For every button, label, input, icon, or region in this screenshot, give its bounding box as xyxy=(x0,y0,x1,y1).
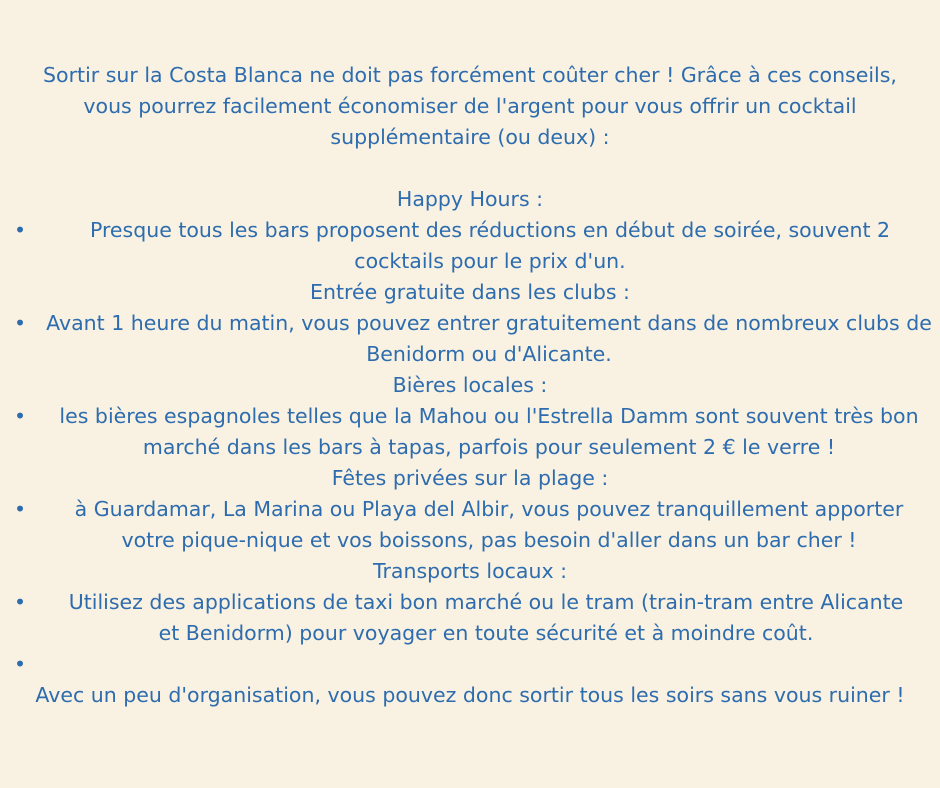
list-item-text: Presque tous les bars proposent des réductions en début de soirée, souvent 2 cocktails pour le prix d'un. xyxy=(89,218,891,273)
bullet-icon: • xyxy=(14,311,27,335)
bullet-icon: • xyxy=(14,497,27,521)
section-heading-free-entry: Entrée gratuite dans les clubs : xyxy=(310,280,630,304)
spacer xyxy=(0,153,940,184)
intro-paragraph: Sortir sur la Costa Blanca ne doit pas forcément coûter cher ! Grâce à ces conseils, vous pourrez facilement économiser de l'argent pour vous offrir un cocktail supplémentaire (ou deux) : xyxy=(43,63,897,149)
list-item xyxy=(0,308,940,370)
bullet-icon: • xyxy=(14,404,27,428)
section-heading-local-transport: Transports locaux : xyxy=(372,559,567,583)
bullet-icon: • xyxy=(14,652,27,676)
section-heading-happy-hours: Happy Hours : xyxy=(396,187,544,211)
list-item xyxy=(0,587,940,649)
bullet-icon: • xyxy=(14,590,27,614)
list-item-text: Utilisez des applications de taxi bon marché ou le tram (train-tram entre Alicante et Benidorm) pour voyager en toute sécurité et à moindre coût. xyxy=(68,590,904,645)
list-item-text: à Guardamar, La Marina ou Playa del Albir, vous pouvez tranquillement apporter votre pique-nique et vos boissons, pas besoin d'aller dans un bar cher ! xyxy=(74,497,904,552)
section-heading-beach-parties: Fêtes privées sur la plage : xyxy=(331,466,609,490)
bullet-icon: • xyxy=(14,218,27,242)
list-item-text: les bières espagnoles telles que la Mahou ou l'Estrella Damm sont souvent très bon marché dans les bars à tapas, parfois pour seulement 2 € le verre ! xyxy=(59,404,919,459)
list-item xyxy=(0,215,940,277)
list-item-text: Avant 1 heure du matin, vous pouvez entrer gratuitement dans de nombreux clubs de Benidorm ou d'Alicante. xyxy=(46,311,932,366)
list-item xyxy=(0,401,940,463)
outro-paragraph: Avec un peu d'organisation, vous pouvez donc sortir tous les soirs sans vous ruiner ! xyxy=(35,683,905,707)
list-item xyxy=(0,494,940,556)
section-heading-local-beers: Bières locales : xyxy=(392,373,548,397)
empty-list-item xyxy=(0,649,940,680)
